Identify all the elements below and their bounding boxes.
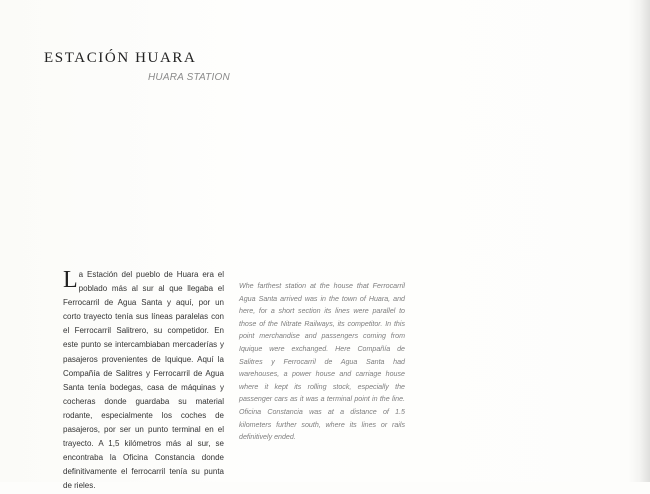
drop-cap-letter: L — [63, 267, 78, 293]
page-title: ESTACIÓN HUARA — [44, 50, 197, 66]
spanish-text-column — [63, 268, 224, 494]
page-subtitle: HUARA STATION — [148, 72, 230, 83]
english-text-column — [239, 280, 405, 444]
english-paragraph: Whe farthest station at the house that Ferrocarril Agua Santa arrived was in the town of Huara, and here, for a short section its lines were parallel to those of the Nitrate Railways, its competitor. In this point merchandise and passengers coming from Iquique were exchanged. Here Compañía de Salitres y Ferrocarril de Agua Santa had warehouses, a power house and carriage house where it kept its rolling stock, especially the passenger cars as it was a terminal point in the line. Oficina Constancia was at a distance of 1.5 kilometers further south, where its lines or rails definitively ended. — [239, 282, 405, 442]
spanish-paragraph: a Estación del pueblo de Huara era el poblado más al sur al que llegaba el Ferrocarril de Agua Santa y aquí, por un corto trayecto tenía sus líneas paralelas con el Ferrocarril Salitrero, su competidor. En este punto se intercambiaban mercaderías y pasajeros provenientes de Iquique. Aquí la Compañía de Salitres y Ferrocarril de Agua Santa tenía bodegas, casa de máquinas y cocheras donde guardaba su material rodante, especialmente los coches de pasajeros, por ser un punto terminal en el trayecto. A 1,5 kilómetros más al sur, se encontraba la Oficina Constancia donde definitivamente el ferrocarril tenía su punta de rieles. — [63, 270, 224, 491]
page-gutter-shadow — [628, 0, 650, 482]
